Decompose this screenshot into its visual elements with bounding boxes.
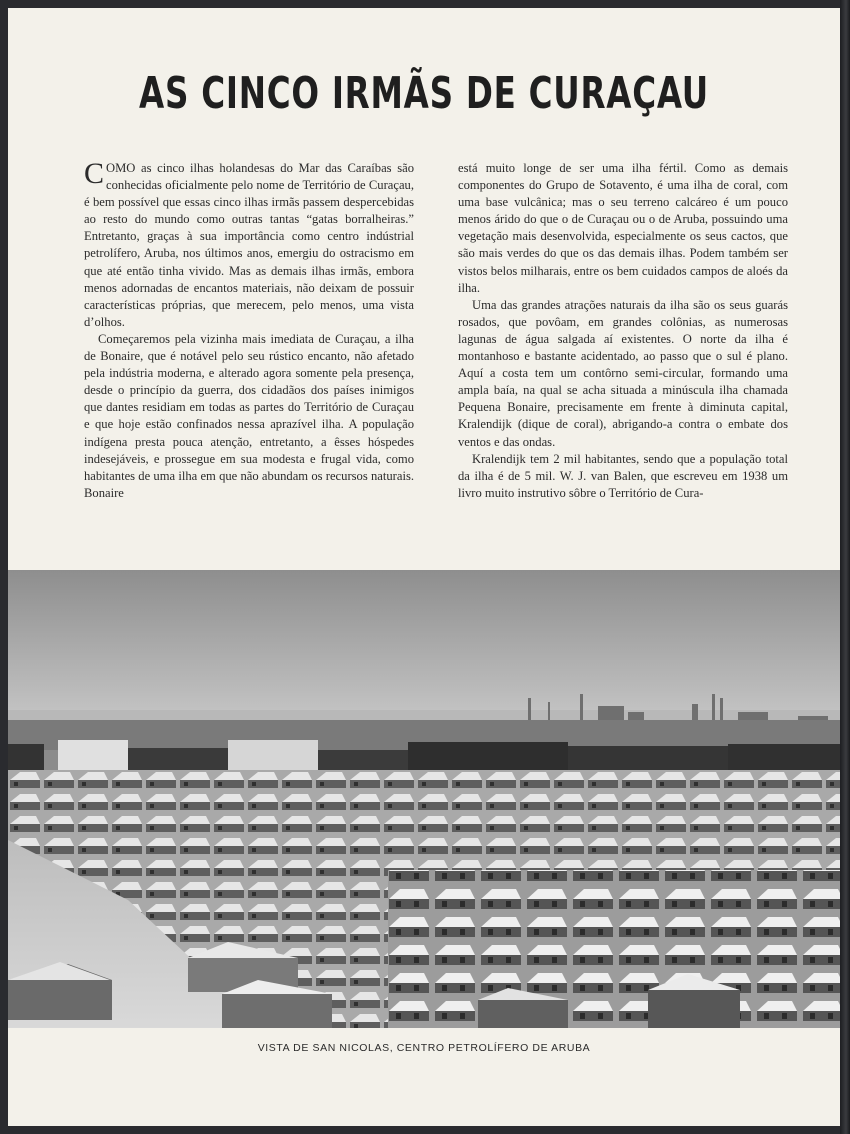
scan-edge (840, 0, 850, 1134)
town-photograph (8, 570, 840, 1028)
paragraph-text: OMO as cinco ilhas holandesas do Mar das Caraíbas são conhecidas oficialmente pelo nome de Território de Curaçau, é bem possível que essas cinco ilhas irmãs passem despercebidas ao resto do mundo como outras tantas “gatas borralheiras.” Entretanto, graças à sua importância como centro indústrial petrolífero, Aruba, nos últimos anos, emergiu do ostracismo em que até então tinha vivido. Mas as demais ilhas irmãs, embora menos adornadas de encantos materiais, não deixam de possuir características próprias, que merecem, pelo menos, uma vista d’olhos. (84, 161, 414, 329)
drop-cap: C (84, 157, 105, 190)
article-paragraph (84, 157, 414, 331)
house-rooftops-near (388, 870, 840, 1028)
article-paragraph: está muito longe de ser uma ilha fértil. Como as demais componentes do Grupo de Sotavento, é uma ilha de coral, com uma base vulcânica; mas o seu terreno calcáreo é um pouco menos árido do que o de Curaçau ou o de Aruba, possuindo uma vegetação mais desenvolvida, especialmente os seus cactos, que são mais verdes do que os das demais ilhas. Podem também ser vistos belos milharais, entre os bem cuidados campos de aloés da ilha. (458, 161, 788, 295)
article-column-right (458, 160, 788, 502)
photo-caption: VISTA DE SAN NICOLAS, CENTRO PETROLÍFERO DE ARUBA (257, 1042, 591, 1054)
magazine-page (8, 8, 840, 1126)
article-paragraph: Começaremos pela vizinha mais imediata de Curaçau, a ilha de Bonaire, que é notável pelo seu rústico encanto, não afetado pela indústria moderna, e alterado agora somente pela presença, desde o princípio da guerra, dos cidadãos dos países inimigos que dantes residiam em todas as partes do Território de Curaçau e que hoje estão confinados nessa aprazível ilha. A população indígena presta pouca atenção, entretanto, a êsses hóspedes indesejáveis, e prossegue em sua modesta e frugal vida, como habitantes de uma ilha em que não abundam os recursos naturais. Bonaire (84, 331, 414, 500)
sky (8, 570, 840, 730)
article-paragraph: Kralendijk tem 2 mil habitantes, sendo que a população total da ilha é de 5 mil. W. J. van Balen, que escreveu em 1938 um livro muito instrutivo sôbre o Território de Cura- (458, 451, 788, 500)
article-column-left (84, 157, 414, 502)
article-paragraph: Uma das grandes atrações naturais da ilha são os seus guarás rosados, que povôam, em grandes colônias, as numerosas lagunas de água salgada aí existentes. O norte da ilha é montanhoso e bastante acidentado, ao passo que o sul é plano. Aquí a costa tem um contôrno semi-circular, formando uma ampla baía, na qual se acha situada a minúscula ilha chamada Pequena Bonaire, precisamente em frente à diminuta capital, Kralendijk (dique de coral), abrigando-a contra o embate dos ventos e das ondas. (458, 297, 788, 449)
article-title: AS CINCO IRMÃS DE CURAÇAU (139, 68, 709, 119)
